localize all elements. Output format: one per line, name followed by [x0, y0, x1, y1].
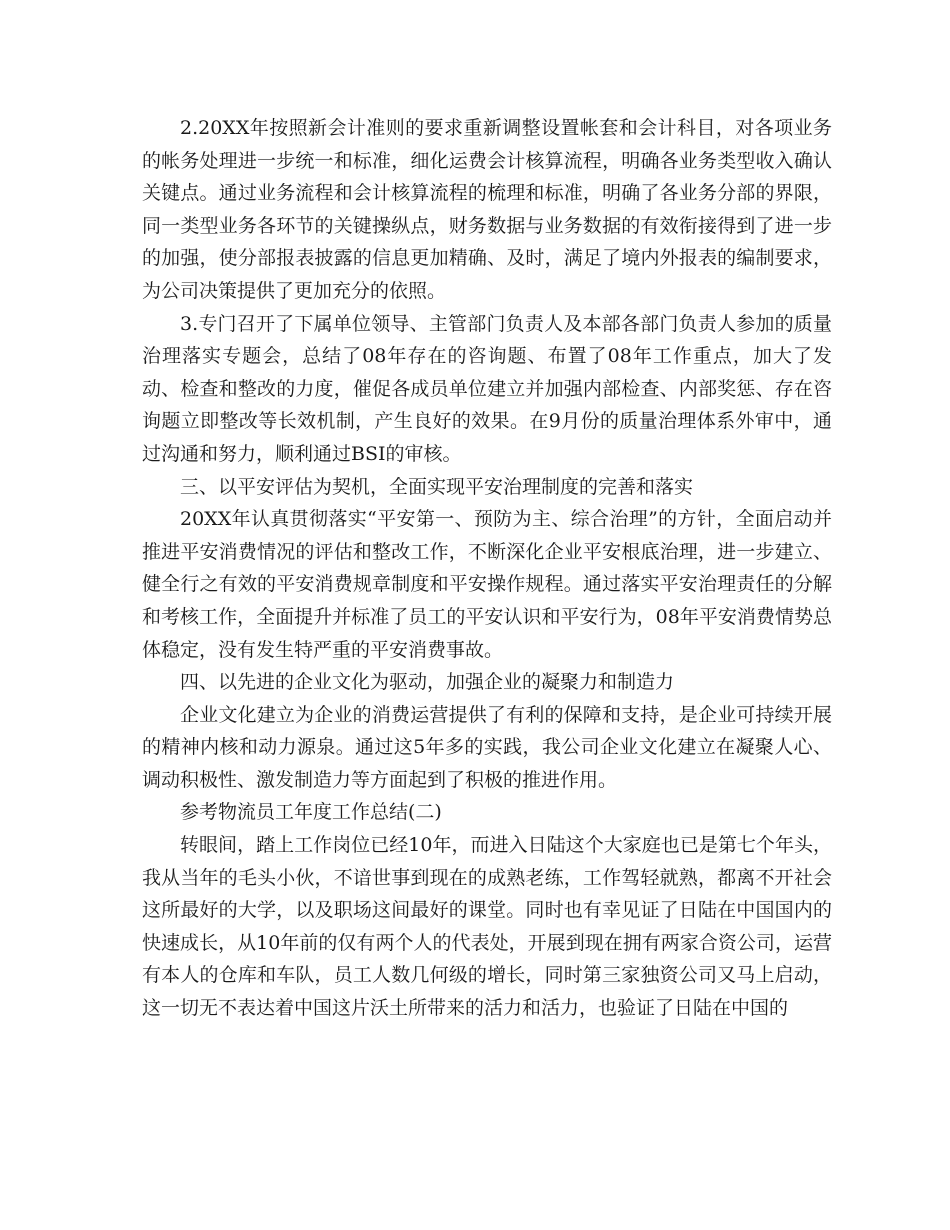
section-heading-summary-two: 参考物流员工年度工作总结(二): [180, 801, 442, 824]
document-body: [142, 112, 832, 1025]
paragraph-accounting-standards: 2.20XX年按照新会计准则的要求重新调整设置帐套和会计科目，对各项业务的帐务处理进一步统一和标准，细化运费会计核算流程，明确各业务类型收入确认关键点。通过业务流程和会计核算流程的梳理和标准，明确了各业务分部的界限，同一类型业务各环节的关键操纵点，财务数据与业务数据的有效衔接得到了进一步的加强，使分部报表披露的信息更加精确、及时，满足了境内外报表的编制要求，为公司决策提供了更加充分的依照。: [142, 117, 832, 302]
paragraph-safety-policy: 20XX年认真贯彻落实“平安第一、预防为主、综合治理”的方针，全面启动并推进平安消费情况的评估和整改工作，不断深化企业平安根底治理，进一步建立、健全行之有效的平安消费规章制度和平安操作规程。通过落实平安治理责任的分解和考核工作，全面提升并标准了员工的平安认识和平安行为，08年平安消费情势总体稳定，没有发生特严重的平安消费事故。: [142, 508, 832, 661]
section-heading-safety: 三、以平安评估为契机，全面实现平安治理制度的完善和落实: [180, 475, 694, 498]
paragraph-quality-meeting: 3.专门召开了下属单位领导、主管部门负责人及本部各部门负责人参加的质量治理落实专题会，总结了08年存在的咨询题、布置了08年工作重点，加大了发动、检查和整改的力度，催促各成员单位建立并加强内部检查、内部奖惩、存在咨询题立即整改等长效机制，产生良好的效果。在9月份的质量治理体系外审中，通过沟通和努力，顺利通过BSI的审核。: [142, 312, 832, 465]
paragraph-career-reflection: 转眼间，踏上工作岗位已经10年，而进入日陆这个大家庭也已是第七个年头，我从当年的毛头小伙，不谙世事到现在的成熟老练，工作驾轻就熟，都离不开社会这所最好的大学，以及职场这间最好的课堂。同时也有幸见证了日陆在中国国内的快速成长，从10年前的仅有两个人的代表处，开展到现在拥有两家合资公司，运营有本人的仓库和车队，员工人数几何级的增长，同时第三家独资公司又马上启动，这一切无不表达着中国这片沃土所带来的活力和活力，也验证了日陆在中国的: [142, 834, 832, 1020]
paragraph-corporate-culture: 企业文化建立为企业的消费运营提供了有利的保障和支持，是企业可持续开展的精神内核和动力源泉。通过这5年多的实践，我公司企业文化建立在凝聚人心、调动积极性、激发制造力等方面起到了积极的推进作用。: [142, 703, 832, 791]
section-heading-culture: 四、以先进的企业文化为驱动，加强企业的凝聚力和制造力: [180, 671, 675, 694]
